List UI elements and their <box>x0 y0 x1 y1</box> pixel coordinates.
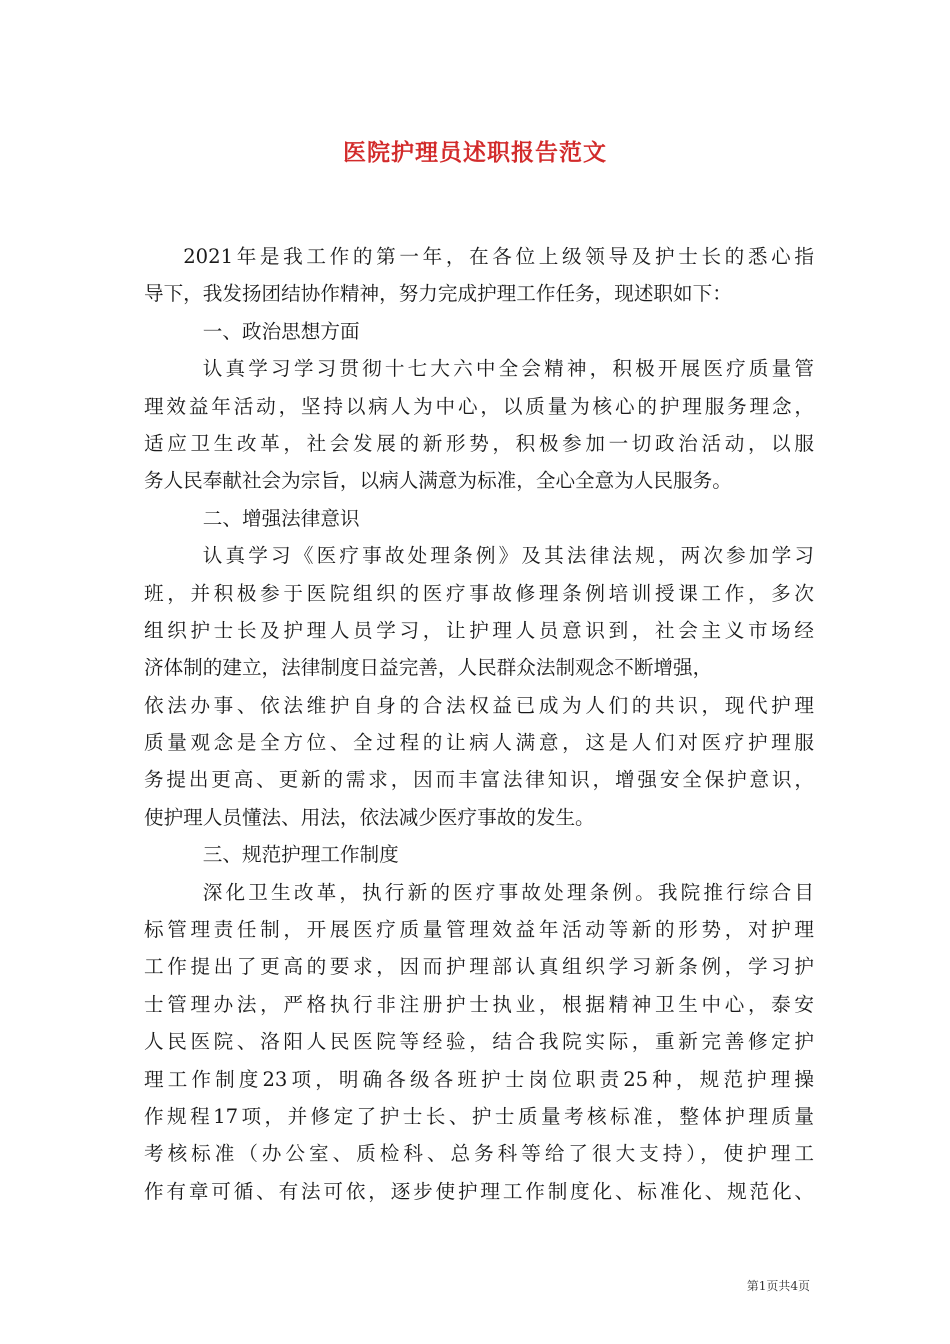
text-line: 二、增强法律意识 <box>202 506 360 530</box>
text-line: 认真学习《医疗事故处理条例》及其法律法规，两次参加学习 <box>202 544 814 568</box>
text-line: 士管理办法，严格执行非注册护士执业，根据精神卫生中心，泰安 <box>144 992 814 1016</box>
text-line: 深化卫生改革，执行新的医疗事故处理条例。我院推行综合目 <box>202 880 814 904</box>
text-line: 认真学习学习贯彻十七大六中全会精神，积极开展医疗质量管 <box>202 357 814 381</box>
text-line: 标管理责任制，开展医疗质量管理效益年活动等新的形势，对护理 <box>144 918 814 942</box>
text-line: 考核标准（办公室、质检科、总务科等给了很大支持），使护理工 <box>144 1142 814 1166</box>
text-line: 务人民奉献社会为宗旨，以病人满意为标准，全心全意为人民服务。 <box>144 469 732 493</box>
text-line: 使护理人员懂法、用法，依法减少医疗事故的发生。 <box>144 805 595 829</box>
text-line: 理效益年活动，坚持以病人为中心，以质量为核心的护理服务理念， <box>144 394 814 418</box>
text-line: 依法办事、依法维护自身的合法权益已成为人们的共识，现代护理 <box>144 693 814 717</box>
text-line: 2021年是我工作的第一年，在各位上级领导及护士长的悉心指 <box>183 245 814 268</box>
text-line: 作有章可循、有法可依，逐步使护理工作制度化、标准化、规范化、 <box>144 1179 814 1203</box>
document-body <box>144 238 814 1210</box>
text-line: 班，并积极参于医院组织的医疗事故修理条例培训授课工作，多次 <box>144 581 814 605</box>
text-line: 作规程17项，并修定了护士长、护士质量考核标准，整体护理质量 <box>144 1104 814 1128</box>
text-line: 务提出更高、更新的需求，因而丰富法律知识，增强安全保护意识， <box>144 768 814 792</box>
text-line: 三、规范护理工作制度 <box>202 843 399 867</box>
text-line: 导下，我发扬团结协作精神，努力完成护理工作任务，现述职如下： <box>144 282 732 306</box>
text-line: 济体制的建立，法律制度日益完善，人民群众法制观念不断增强， <box>144 656 713 680</box>
text-line: 一、政治思想方面 <box>202 319 360 343</box>
text-line: 质量观念是全方位、全过程的让病人满意，这是人们对医疗护理服 <box>144 731 814 755</box>
text-line: 人民医院、洛阳人民医院等经验，结合我院实际，重新完善修定护 <box>144 1030 814 1054</box>
document-title: 医院护理员述职报告范文 <box>343 139 607 166</box>
page-number: 第1页共4页 <box>746 1279 810 1293</box>
text-line: 工作提出了更高的要求，因而护理部认真组织学习新条例，学习护 <box>144 955 814 979</box>
text-line: 适应卫生改革，社会发展的新形势，积极参加一切政治活动，以服 <box>144 431 814 455</box>
text-line: 理工作制度23项，明确各级各班护士岗位职责25种，规范护理操 <box>144 1067 814 1091</box>
text-line: 组织护士长及护理人员学习，让护理人员意识到，社会主义市场经 <box>144 618 814 642</box>
